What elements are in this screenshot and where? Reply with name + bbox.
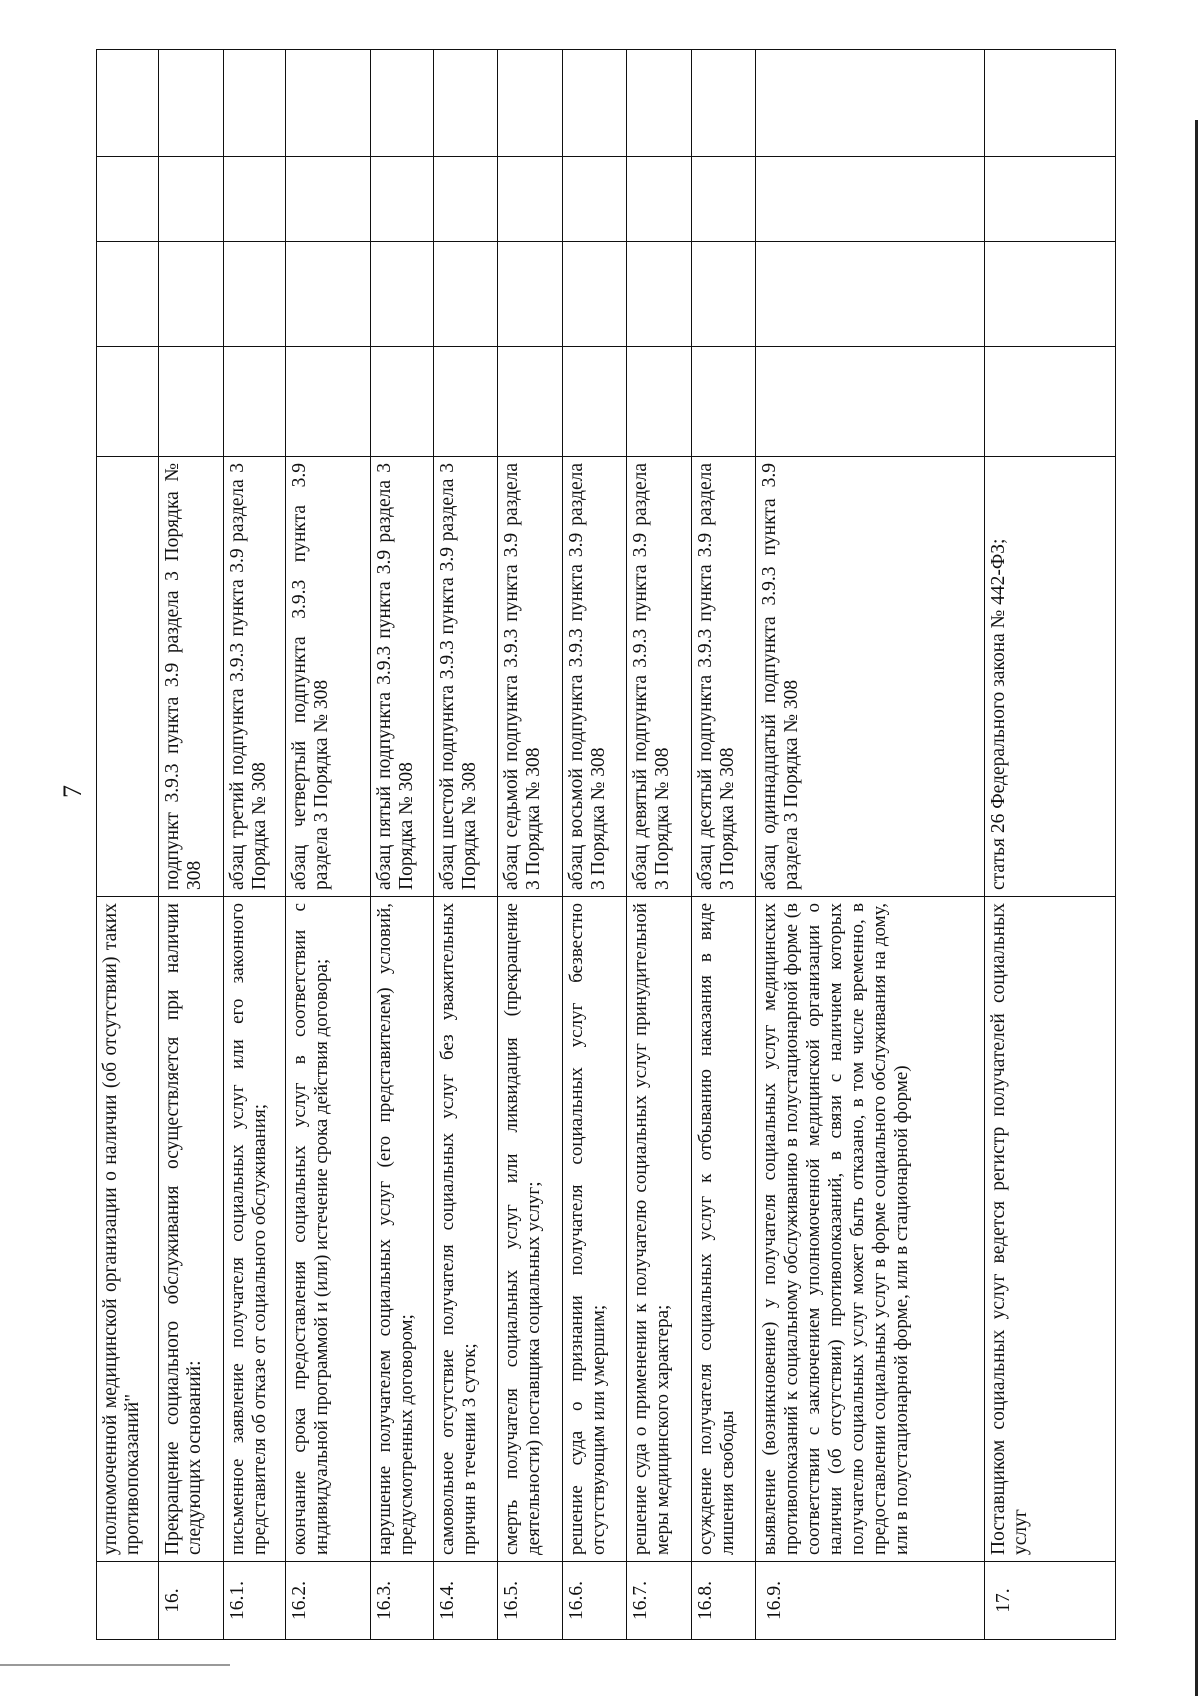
row-number <box>97 1562 159 1640</box>
empty-cell <box>984 347 1115 457</box>
table-row <box>627 50 691 1640</box>
empty-cell <box>433 157 497 242</box>
legal-basis: абзац восьмой подпункта 3.9.3 пункта 3.9 раздела 3 Порядка № 308 <box>562 457 626 897</box>
legal-basis: абзац десятый подпункта 3.9.3 пункта 3.9 раздела 3 Порядка № 308 <box>691 457 755 897</box>
empty-cell <box>286 157 371 242</box>
empty-cell <box>627 242 691 347</box>
row-number: 16.8. <box>691 1562 755 1640</box>
empty-cell <box>433 50 497 157</box>
legal-basis: абзац четвертый подпункта 3.9.3 пункта 3.9 раздела 3 Порядка № 308 <box>286 457 371 897</box>
empty-cell <box>371 50 433 157</box>
requirements-table <box>96 49 1116 1640</box>
empty-cell <box>627 347 691 457</box>
empty-cell <box>562 242 626 347</box>
row-number: 16.5. <box>498 1562 562 1640</box>
empty-cell <box>498 347 562 457</box>
rotated-page <box>96 50 1116 1640</box>
row-number: 16.6. <box>562 1562 626 1640</box>
table-row <box>756 50 985 1640</box>
row-number: 16. <box>159 1562 223 1640</box>
empty-cell <box>433 242 497 347</box>
empty-cell <box>286 50 371 157</box>
empty-cell <box>159 347 223 457</box>
requirement-text: окончание срока предоставления социальных услуг в соответствии с индивидуальной программой и (или) истечение срока действия договора; <box>286 897 371 1562</box>
table-row <box>97 50 159 1640</box>
empty-cell <box>691 50 755 157</box>
row-number: 16.4. <box>433 1562 497 1640</box>
requirement-text: решение суда о признании получателя социальных услуг безвестно отсутствующим или умершим; <box>562 897 626 1562</box>
empty-cell <box>223 242 285 347</box>
empty-cell <box>286 347 371 457</box>
requirement-text: нарушение получателем социальных услуг (его представителем) условий, предусмотренных договором; <box>371 897 433 1562</box>
table-row <box>691 50 755 1640</box>
requirement-text: письменное заявление получателя социальных услуг или его законного представителя об отказе от социального обслуживания; <box>223 897 285 1562</box>
table-row <box>159 50 223 1640</box>
empty-cell <box>97 347 159 457</box>
empty-cell <box>498 157 562 242</box>
legal-basis: абзац девятый подпункта 3.9.3 пункта 3.9 раздела 3 Порядка № 308 <box>627 457 691 897</box>
empty-cell <box>691 157 755 242</box>
empty-cell <box>371 242 433 347</box>
legal-basis: абзац шестой подпункта 3.9.3 пункта 3.9 раздела 3 Порядка № 308 <box>433 457 497 897</box>
requirement-text: Поставщиком социальных услуг ведется регистр получателей социальных услуг <box>984 897 1115 1562</box>
row-number: 16.3. <box>371 1562 433 1640</box>
empty-cell <box>223 157 285 242</box>
requirement-text: Прекращение социального обслуживания осуществляется при наличии следующих оснований: <box>159 897 223 1562</box>
table-row <box>286 50 371 1640</box>
empty-cell <box>371 347 433 457</box>
empty-cell <box>97 242 159 347</box>
row-number: 17. <box>984 1562 1115 1640</box>
row-number: 16.1. <box>223 1562 285 1640</box>
empty-cell <box>159 50 223 157</box>
legal-basis <box>97 457 159 897</box>
legal-basis: абзац одиннадцатый подпункта 3.9.3 пункта 3.9 раздела 3 Порядка № 308 <box>756 457 985 897</box>
requirement-text: выявление (возникновение) у получателя социальных услуг медицинских противопоказаний к социальному обслуживанию в полустационарной форме (в соответствии с заключением уполномоченной медицинской организации о наличии (об отсутствии) противопоказаний, в связи с наличием которых получателю социальных услуг может быть отказано, в том числе временно, в предоставлении социальных услуг в форме социального обслуживания на дому, или в полустационарной форме, или в стационарной форме) <box>756 897 985 1562</box>
legal-basis: абзац третий подпункта 3.9.3 пункта 3.9 раздела 3 Порядка № 308 <box>223 457 285 897</box>
table-row <box>371 50 433 1640</box>
empty-cell <box>756 157 985 242</box>
empty-cell <box>286 242 371 347</box>
empty-cell <box>159 242 223 347</box>
empty-cell <box>223 50 285 157</box>
empty-cell <box>562 50 626 157</box>
table-row <box>562 50 626 1640</box>
empty-cell <box>756 347 985 457</box>
empty-cell <box>691 242 755 347</box>
scan-edge-left <box>0 1664 230 1666</box>
empty-cell <box>756 242 985 347</box>
empty-cell <box>691 347 755 457</box>
empty-cell <box>984 242 1115 347</box>
legal-basis: статья 26 Федерального закона № 442-ФЗ; <box>984 457 1115 897</box>
empty-cell <box>984 50 1115 157</box>
empty-cell <box>159 157 223 242</box>
legal-basis: абзац седьмой подпункта 3.9.3 пункта 3.9 раздела 3 Порядка № 308 <box>498 457 562 897</box>
requirement-text: самовольное отсутствие получателя социальных услуг без уважительных причин в течении 3 суток; <box>433 897 497 1562</box>
empty-cell <box>498 242 562 347</box>
requirement-text: уполномоченной медицинской организации о наличии (об отсутствии) таких противопоказаний" <box>97 897 159 1562</box>
empty-cell <box>498 50 562 157</box>
requirement-text: осуждение получателя социальных услуг к отбыванию наказания в виде лишения свободы <box>691 897 755 1562</box>
legal-basis: подпункт 3.9.3 пункта 3.9 раздела 3 Порядка № 308 <box>159 457 223 897</box>
requirement-text: смерть получателя социальных услуг или ликвидация (прекращение деятельности) поставщика социальных услуг; <box>498 897 562 1562</box>
empty-cell <box>562 347 626 457</box>
empty-cell <box>97 50 159 157</box>
legal-basis: абзац пятый подпункта 3.9.3 пункта 3.9 раздела 3 Порядка № 308 <box>371 457 433 897</box>
empty-cell <box>756 50 985 157</box>
table-row <box>498 50 562 1640</box>
empty-cell <box>627 50 691 157</box>
empty-cell <box>97 157 159 242</box>
empty-cell <box>433 347 497 457</box>
row-number: 16.2. <box>286 1562 371 1640</box>
empty-cell <box>627 157 691 242</box>
requirement-text: решение суда о применении к получателю социальных услуг принудительной меры медицинского характера; <box>627 897 691 1562</box>
empty-cell <box>984 157 1115 242</box>
table-row <box>223 50 285 1640</box>
page-number: 7 <box>58 785 87 798</box>
scan-edge-right <box>1195 120 1198 1696</box>
table-row <box>433 50 497 1640</box>
row-number: 16.9. <box>756 1562 985 1640</box>
empty-cell <box>562 157 626 242</box>
empty-cell <box>223 347 285 457</box>
empty-cell <box>371 157 433 242</box>
row-number: 16.7. <box>627 1562 691 1640</box>
table-row <box>984 50 1115 1640</box>
